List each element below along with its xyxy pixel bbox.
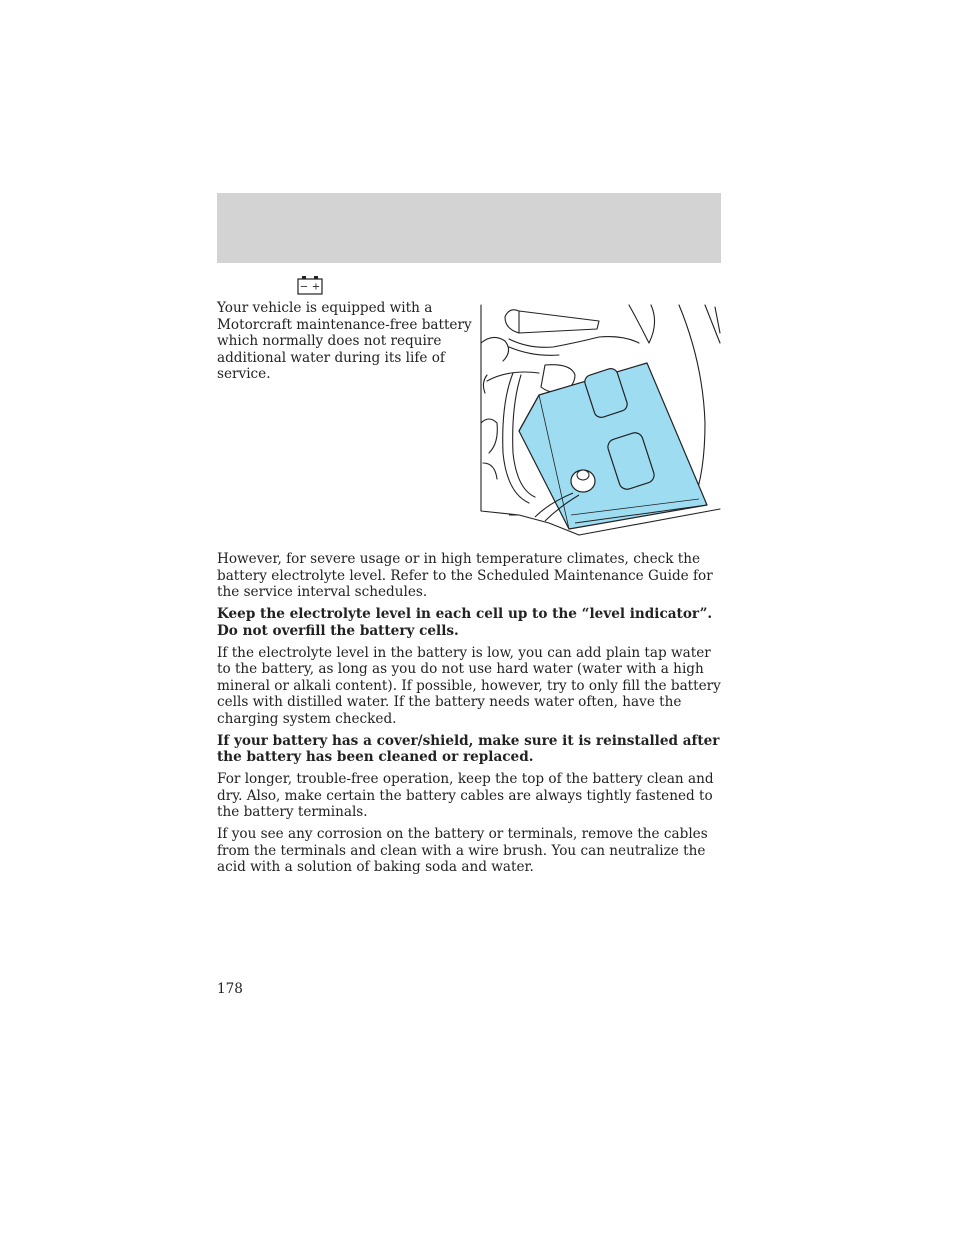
warning-electrolyte-level: Keep the electrolyte level in each cell up to the “level indicator”. Do not overfill the battery cells. bbox=[217, 606, 713, 639]
battery-plus-symbol: + bbox=[311, 281, 321, 293]
intro-paragraph: Your vehicle is equipped with a Motorcraft maintenance-free battery which normally does not require additional water during its life of service. bbox=[217, 300, 472, 382]
section-header-band bbox=[217, 193, 721, 263]
body-text bbox=[217, 551, 725, 881]
battery-icon bbox=[297, 275, 323, 295]
battery-minus-symbol: − bbox=[299, 281, 309, 293]
paragraph-low-electrolyte: If the electrolyte level in the battery is low, you can add plain tap water to the battery, as long as you do not use hard water (water with a high mineral or alkali content). If possible, however, try to only fill the battery cells with distilled water. If the battery needs water often, have the charging system checked. bbox=[217, 644, 721, 727]
paragraph-corrosion: If you see any corrosion on the battery or terminals, remove the cables from the terminals and clean with a wire brush. You can neutralize the acid with a solution of baking soda and water. bbox=[217, 826, 708, 875]
page-number: 178 bbox=[217, 981, 243, 997]
paragraph-clean-dry: For longer, trouble-free operation, keep the top of the battery clean and dry. Also, make certain the battery cables are always tightly fastened to the battery terminals. bbox=[217, 771, 714, 820]
paragraph-severe-usage: However, for severe usage or in high temperature climates, check the battery electrolyte level. Refer to the Scheduled Maintenance Guide for the service interval schedules. bbox=[217, 551, 713, 600]
warning-cover-shield: If your battery has a cover/shield, make sure it is reinstalled after the battery has been cleaned or replaced. bbox=[217, 732, 720, 765]
battery-illustration bbox=[479, 303, 722, 538]
